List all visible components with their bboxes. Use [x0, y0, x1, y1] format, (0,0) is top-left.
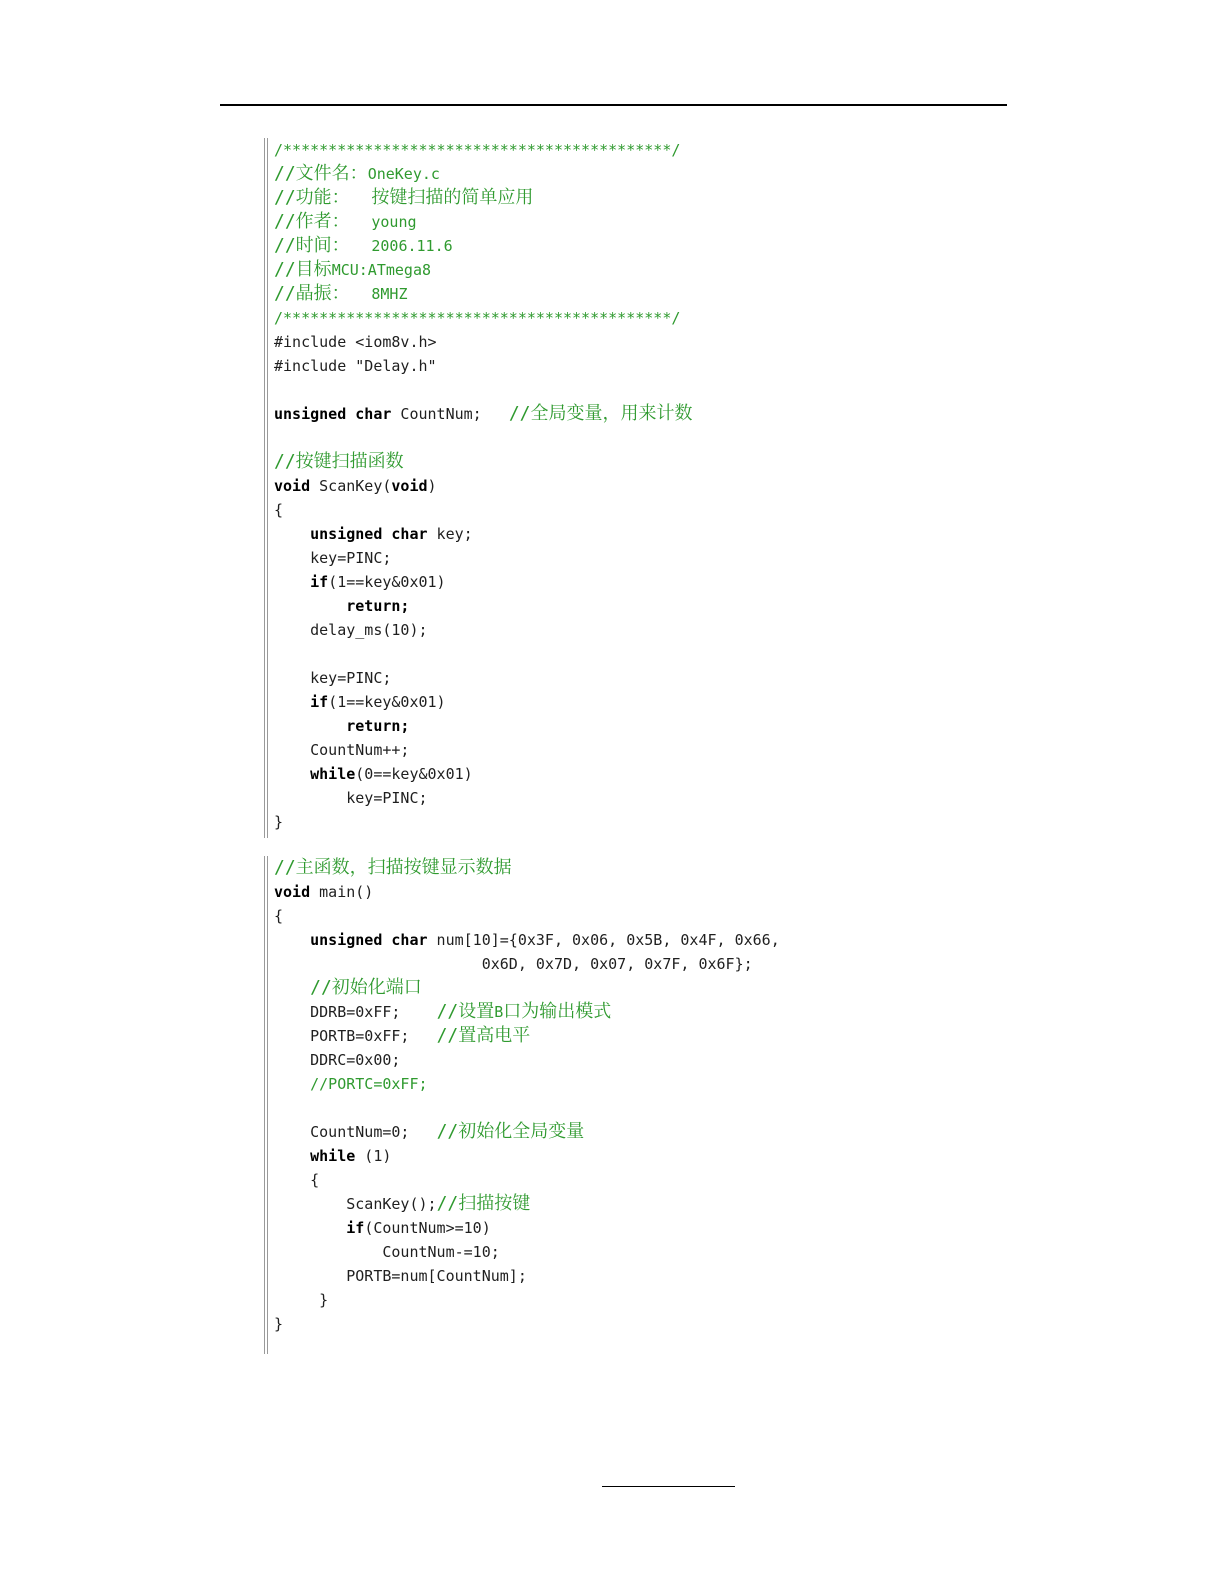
code-line: [274, 1288, 780, 1312]
code-comment: OneKey.c: [367, 165, 440, 183]
code-text: {: [274, 907, 284, 925]
code-line: [274, 330, 693, 354]
code-text: [274, 1147, 310, 1165]
code-line: [274, 594, 693, 618]
code-text: (1==key&0x01): [328, 573, 446, 591]
code-comment: //设置: [436, 1001, 495, 1022]
code-keyword: return;: [346, 597, 410, 615]
code-line: [274, 378, 693, 402]
code-comment: /*******************************************/: [274, 309, 681, 327]
code-line: [274, 976, 780, 1000]
code-text: {: [274, 1171, 320, 1189]
code-text: main(): [310, 883, 374, 901]
code-line: [274, 498, 693, 522]
code-line: [274, 786, 693, 810]
code-line: [274, 904, 780, 928]
code-comment: //置高电平: [436, 1025, 531, 1046]
code-text: [274, 979, 310, 997]
code-line: [274, 450, 693, 474]
code-line: [274, 762, 693, 786]
code-text: [274, 693, 310, 711]
code-text: key=PINC;: [274, 669, 392, 687]
code-text: delay_ms(10);: [274, 621, 428, 639]
code-comment: //PORTC=0xFF;: [310, 1075, 428, 1093]
code-comment: B: [494, 1003, 504, 1021]
code-text: [274, 597, 346, 615]
code-keyword: if: [310, 693, 329, 711]
code-text: CountNum-=10;: [274, 1243, 500, 1261]
code-comment: 口为输出模式: [503, 1001, 612, 1022]
code-line: [274, 738, 693, 762]
code-keyword: void: [274, 883, 311, 901]
code-text: num[10]={0x3F, 0x06, 0x5B, 0x4F, 0x66,: [427, 931, 780, 949]
code-line: [274, 1048, 780, 1072]
code-keyword: if: [346, 1219, 365, 1237]
code-text: DDRC=0x00;: [274, 1051, 401, 1069]
code-keyword: unsigned char: [310, 525, 428, 543]
code-line: [274, 642, 693, 666]
code-line: [274, 282, 693, 306]
code-text: key=PINC;: [274, 789, 428, 807]
code-line: [274, 928, 780, 952]
code-text: CountNum=0;: [274, 1123, 437, 1141]
code-line: [274, 306, 693, 330]
code-line: [274, 1000, 780, 1024]
code-text: PORTB=num[CountNum];: [274, 1267, 527, 1285]
code-comment: //全局变量，用来计数: [508, 403, 693, 424]
code-text: [274, 931, 310, 949]
code-text: ): [427, 477, 437, 495]
code-keyword: if: [310, 573, 329, 591]
code-line: [274, 522, 693, 546]
code-text: [274, 525, 310, 543]
code-comment: //按键扫描函数: [274, 451, 404, 472]
code-listing-scankey: [264, 138, 693, 838]
code-keyword: void: [391, 477, 428, 495]
code-line: [274, 138, 693, 162]
code-comment: //时间：: [274, 235, 372, 256]
code-line: [274, 1264, 780, 1288]
code-keyword: return;: [346, 717, 410, 735]
code-line: [274, 354, 693, 378]
code-line: [274, 1120, 780, 1144]
code-text: [274, 573, 310, 591]
code-line: [274, 162, 693, 186]
code-line: [274, 1024, 780, 1048]
code-line: [274, 1072, 780, 1096]
code-comment: //晶振：: [274, 283, 372, 304]
code-text: DDRB=0xFF;: [274, 1003, 437, 1021]
code-text: [274, 765, 310, 783]
code-keyword: unsigned char: [310, 931, 428, 949]
code-comment: //功能： 按键扫描的简单应用: [274, 187, 534, 208]
code-line: [274, 210, 693, 234]
code-line: [274, 714, 693, 738]
code-line: [274, 1096, 780, 1120]
code-line: [274, 618, 693, 642]
code-keyword: while: [310, 765, 356, 783]
code-line: [274, 474, 693, 498]
code-comment: //扫描按键: [436, 1193, 531, 1214]
code-comment: 8MHZ: [371, 285, 408, 303]
code-line: [274, 1192, 780, 1216]
code-text: }: [274, 813, 284, 831]
code-text: CountNum++;: [274, 741, 410, 759]
code-comment: 2006.11.6: [371, 237, 453, 255]
code-comment: young: [371, 213, 417, 231]
code-text: ScanKey(: [310, 477, 392, 495]
code-listing-main: [264, 856, 780, 1354]
code-text: #include "Delay.h": [274, 357, 437, 375]
code-comment: //主函数，扫描按键显示数据: [274, 857, 512, 878]
code-text: [274, 1075, 310, 1093]
code-text: (1): [355, 1147, 392, 1165]
code-text: ScanKey();: [274, 1195, 437, 1213]
code-comment: MCU:ATmega8: [331, 261, 432, 279]
code-line: [274, 1168, 780, 1192]
code-line: [274, 1240, 780, 1264]
code-line: [274, 402, 693, 426]
code-line: [274, 856, 780, 880]
code-keyword: unsigned char: [274, 405, 392, 423]
code-comment: //初始化端口: [310, 977, 422, 998]
code-comment: //目标: [274, 259, 332, 280]
code-line: [274, 952, 780, 976]
code-line: [274, 880, 780, 904]
code-text: }: [274, 1315, 284, 1333]
code-text: key=PINC;: [274, 549, 392, 567]
code-text: (1==key&0x01): [328, 693, 446, 711]
code-line: [274, 1144, 780, 1168]
code-text: [274, 1219, 346, 1237]
code-text: [274, 717, 346, 735]
code-text: {: [274, 501, 284, 519]
code-text: (0==key&0x01): [355, 765, 473, 783]
code-text: CountNum;: [391, 405, 509, 423]
code-line: [274, 810, 693, 834]
code-comment: //文件名：: [274, 163, 368, 184]
code-line: [274, 186, 693, 210]
code-comment: /*******************************************/: [274, 141, 681, 159]
code-line: [274, 234, 693, 258]
code-comment: //作者：: [274, 211, 372, 232]
code-keyword: while: [310, 1147, 356, 1165]
code-comment: //初始化全局变量: [436, 1121, 585, 1142]
code-text: key;: [427, 525, 473, 543]
code-text: PORTB=0xFF;: [274, 1027, 437, 1045]
code-line: [274, 1312, 780, 1336]
code-text: }: [274, 1291, 329, 1309]
header-rule: [220, 104, 1007, 106]
code-line: [274, 690, 693, 714]
code-line: [274, 570, 693, 594]
code-text: (CountNum>=10): [364, 1219, 491, 1237]
code-line: [274, 426, 693, 450]
code-text: 0x6D, 0x7D, 0x07, 0x7F, 0x6F};: [274, 955, 753, 973]
code-line: [274, 666, 693, 690]
footer-rule: [602, 1486, 735, 1487]
code-line: [274, 546, 693, 570]
code-line: [274, 258, 693, 282]
code-text: #include <iom8v.h>: [274, 333, 437, 351]
code-keyword: void: [274, 477, 311, 495]
code-line: [274, 1216, 780, 1240]
